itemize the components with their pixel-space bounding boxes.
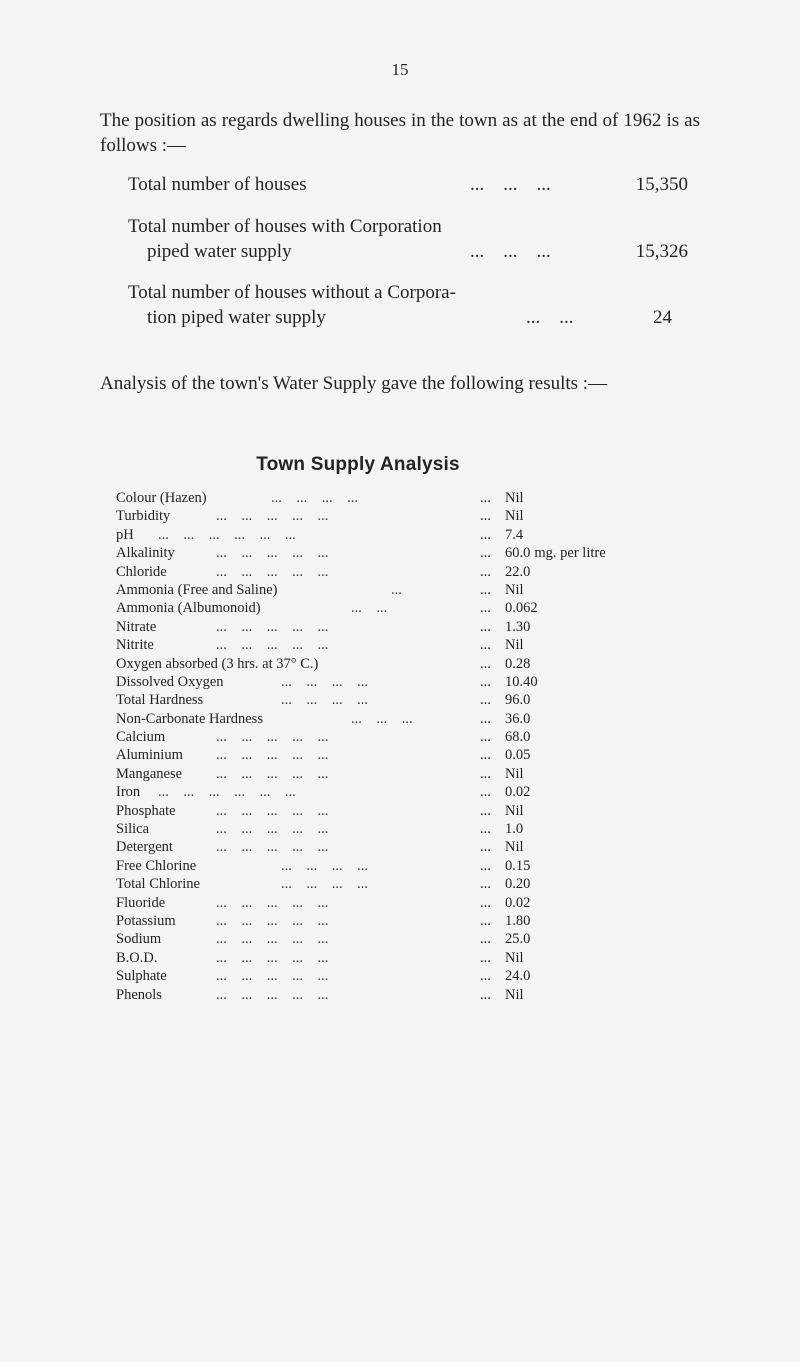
- dot-leader-end: ...: [480, 968, 491, 985]
- dot-leader-end: ...: [480, 655, 491, 672]
- dot-leader: ... ... ... ... ...: [216, 912, 329, 929]
- analysis-value-number: 25.0: [505, 931, 531, 948]
- analysis-unit: mg. per litre: [534, 545, 606, 562]
- dot-leader: ... ... ... ... ...: [216, 545, 329, 562]
- analysis-value: [505, 728, 530, 746]
- analysis-value: [505, 967, 530, 985]
- analysis-parameter: Sodium: [116, 931, 162, 948]
- analysis-value: [505, 986, 524, 1004]
- analysis-parameter: Calcium: [116, 729, 166, 746]
- analysis-parameter: Silica: [116, 821, 150, 838]
- analysis-value: [505, 636, 524, 654]
- analysis-row: [116, 802, 676, 820]
- analysis-value: [505, 746, 530, 764]
- analysis-row: [116, 857, 676, 875]
- analysis-intro-paragraph: Analysis of the town's Water Supply gave the following results :—: [100, 373, 608, 394]
- analysis-value: [505, 710, 530, 728]
- dot-leader-end: ...: [480, 600, 491, 617]
- analysis-value-number: 7.4: [505, 526, 524, 543]
- dot-leader: ... ... ... ... ...: [216, 508, 329, 525]
- analysis-value: [505, 949, 524, 967]
- dot-leader-end: ...: [480, 784, 491, 801]
- dot-leader: ... ... ... ... ...: [216, 802, 329, 819]
- dot-leader-end: ...: [480, 637, 491, 654]
- dot-leader-end: ...: [480, 912, 491, 929]
- analysis-row: [116, 820, 676, 838]
- analysis-value-number: 22.0: [505, 563, 531, 580]
- analysis-parameter: Alkalinity: [116, 545, 175, 562]
- analysis-parameter: pH: [116, 526, 134, 543]
- analysis-value-number: Nil: [505, 490, 524, 506]
- analysis-value-number: Nil: [505, 839, 524, 856]
- analysis-parameter: Potassium: [116, 912, 176, 929]
- analysis-parameter: B.O.D.: [116, 949, 158, 966]
- housing-label-line-1: Total number of houses with Corporation: [128, 216, 442, 237]
- analysis-row: [116, 949, 676, 967]
- analysis-row: [116, 930, 676, 948]
- analysis-parameter: Chloride: [116, 563, 167, 580]
- housing-label: Total number of houses: [128, 174, 307, 195]
- analysis-parameter: Nitrate: [116, 618, 157, 635]
- analysis-value-number: 1.30: [505, 618, 531, 635]
- analysis-parameter: Phenols: [116, 986, 162, 1003]
- dot-leader: ... ... ... ...: [281, 692, 368, 709]
- dot-leader: ... ... ...: [351, 710, 413, 727]
- analysis-value-number: 36.0: [505, 710, 531, 727]
- dot-leader-end: ...: [480, 986, 491, 1003]
- dot-leader-end: ...: [480, 931, 491, 948]
- dot-leader-end: ...: [480, 876, 491, 893]
- housing-row-without-supply: [128, 280, 688, 330]
- analysis-value-number: 0.02: [505, 894, 531, 911]
- analysis-parameter: Nitrite: [116, 637, 154, 654]
- analysis-parameter: Total Hardness: [116, 692, 204, 709]
- dot-leader-end: ...: [480, 949, 491, 966]
- analysis-value: [505, 894, 530, 912]
- analysis-parameter: Fluoride: [116, 894, 166, 911]
- dot-leader-end: ...: [480, 490, 491, 506]
- dot-leader: ... ...: [351, 600, 388, 617]
- analysis-parameter: Detergent: [116, 839, 173, 856]
- dot-leader-end: ...: [480, 618, 491, 635]
- analysis-value-number: Nil: [505, 802, 524, 819]
- analysis-row: [116, 563, 676, 581]
- analysis-value: [505, 563, 530, 581]
- analysis-row: [116, 636, 676, 654]
- analysis-row: [116, 710, 676, 728]
- analysis-value-number: 96.0: [505, 692, 531, 709]
- analysis-value: [505, 673, 538, 691]
- analysis-row: [116, 967, 676, 985]
- analysis-row: [116, 986, 676, 1004]
- dot-leader: ...: [391, 581, 402, 598]
- analysis-value: [505, 838, 524, 856]
- dot-leader-end: ...: [480, 692, 491, 709]
- analysis-value: [505, 802, 524, 820]
- analysis-parameter: Turbidity: [116, 508, 171, 525]
- analysis-value-number: Nil: [505, 508, 524, 525]
- analysis-value: [505, 691, 530, 709]
- analysis-value-number: 0.15: [505, 857, 531, 874]
- dot-leader-end: ...: [480, 563, 491, 580]
- analysis-value: [505, 599, 538, 617]
- housing-value: 15,326: [635, 241, 688, 262]
- dot-leader-end: ...: [480, 839, 491, 856]
- dot-leader-end: ...: [480, 747, 491, 764]
- analysis-value: [505, 783, 530, 801]
- analysis-value-number: Nil: [505, 949, 524, 966]
- analysis-parameter: Free Chlorine: [116, 857, 197, 874]
- analysis-row: [116, 655, 676, 673]
- dot-leader: ... ... ... ...: [281, 673, 368, 690]
- housing-label-line-2: piped water supply: [147, 241, 292, 262]
- analysis-value: [505, 765, 524, 783]
- dot-leader-end: ...: [480, 526, 491, 543]
- dot-leader-end: ...: [480, 857, 491, 874]
- analysis-value: [505, 544, 606, 562]
- analysis-value: [505, 526, 523, 544]
- analysis-row: [116, 912, 676, 930]
- analysis-row: [116, 599, 676, 617]
- analysis-value: [505, 875, 530, 893]
- dot-leader-end: ...: [480, 729, 491, 746]
- analysis-value-number: 1.80: [505, 912, 531, 929]
- analysis-value: [505, 857, 530, 875]
- analysis-value: [505, 912, 530, 930]
- dot-leader: ... ... ... ... ...: [216, 949, 329, 966]
- dot-leader: ... ... ... ... ...: [216, 747, 329, 764]
- dot-leader: ... ... ... ... ...: [216, 637, 329, 654]
- dot-leader-end: ...: [480, 581, 491, 598]
- analysis-value-number: Nil: [505, 637, 524, 654]
- analysis-value-number: 10.40: [505, 673, 538, 690]
- analysis-row: [116, 526, 676, 544]
- dot-leader-end: ...: [480, 821, 491, 838]
- dot-leader: ... ... ... ... ...: [216, 931, 329, 948]
- analysis-value: [505, 930, 530, 948]
- dot-leader: ... ... ... ... ... ...: [158, 784, 296, 801]
- dot-leader: ... ... ... ... ...: [216, 839, 329, 856]
- analysis-row: [116, 875, 676, 893]
- analysis-value-number: 0.05: [505, 747, 531, 764]
- analysis-parameter: Manganese: [116, 765, 183, 782]
- analysis-value: [505, 489, 524, 507]
- analysis-row: [116, 838, 676, 856]
- analysis-row: [116, 489, 676, 507]
- page-number: 15: [391, 60, 409, 79]
- housing-label-line-2: tion piped water supply: [147, 307, 326, 328]
- housing-value: 15,350: [635, 174, 688, 195]
- analysis-value-number: 0.02: [505, 784, 531, 801]
- analysis-parameter: Aluminium: [116, 747, 183, 764]
- analysis-row: [116, 581, 676, 599]
- dot-leader: ... ... ... ... ...: [216, 821, 329, 838]
- analysis-parameter: Iron: [116, 784, 141, 801]
- analysis-value-number: 0.062: [505, 600, 538, 617]
- analysis-row: [116, 783, 676, 801]
- dot-leader: ... ... ...: [470, 174, 551, 195]
- dot-leader: ... ... ... ... ... ...: [158, 526, 296, 543]
- analysis-row: [116, 746, 676, 764]
- dot-leader: ... ... ... ... ...: [216, 986, 329, 1003]
- analysis-parameter: Oxygen absorbed (3 hrs. at 37° C.): [116, 655, 319, 672]
- housing-intro-paragraph: The position as regards dwelling houses in the town as at the end of 1962 is as follows :—: [100, 110, 700, 156]
- dot-leader: ... ... ... ...: [281, 857, 368, 874]
- dot-leader-end: ...: [480, 673, 491, 690]
- housing-row-total: [128, 172, 688, 197]
- analysis-value-number: Nil: [505, 581, 524, 598]
- housing-value: 24: [653, 307, 672, 328]
- dot-leader: ... ... ... ...: [271, 490, 358, 506]
- analysis-value: [505, 507, 524, 525]
- analysis-parameter: Dissolved Oxygen: [116, 673, 224, 690]
- analysis-row: [116, 544, 676, 562]
- dot-leader: ... ...: [526, 307, 574, 328]
- analysis-row: [116, 507, 676, 525]
- analysis-value-number: Nil: [505, 986, 524, 1003]
- dot-leader: ... ... ...: [470, 241, 551, 262]
- dot-leader: ... ... ... ... ...: [216, 618, 329, 635]
- housing-row-with-supply: [128, 214, 688, 264]
- analysis-parameter: Phosphate: [116, 802, 176, 819]
- analysis-value-number: 0.28: [505, 655, 531, 672]
- housing-label-line-1: Total number of houses without a Corpora-: [128, 282, 456, 303]
- dot-leader: ... ... ... ... ...: [216, 894, 329, 911]
- analysis-value-number: 68.0: [505, 729, 531, 746]
- analysis-parameter: Sulphate: [116, 968, 167, 985]
- analysis-value-number: 24.0: [505, 968, 531, 985]
- analysis-table: [116, 489, 676, 1004]
- analysis-row: [116, 691, 676, 709]
- dot-leader: ... ... ... ... ...: [216, 729, 329, 746]
- dot-leader-end: ...: [480, 508, 491, 525]
- analysis-parameter: Ammonia (Free and Saline): [116, 581, 278, 598]
- dot-leader: ... ... ... ... ...: [216, 563, 329, 580]
- analysis-row: [116, 673, 676, 691]
- analysis-row: [116, 618, 676, 636]
- analysis-value: [505, 618, 530, 636]
- dot-leader-end: ...: [480, 802, 491, 819]
- analysis-row: [116, 728, 676, 746]
- analysis-parameter: Colour (Hazen): [116, 490, 207, 506]
- analysis-parameter: Non-Carbonate Hardness: [116, 710, 263, 727]
- analysis-value-number: 0.20: [505, 876, 531, 893]
- table-title: Town Supply Analysis: [256, 454, 460, 475]
- dot-leader-end: ...: [480, 545, 491, 562]
- dot-leader-end: ...: [480, 710, 491, 727]
- analysis-parameter: Ammonia (Albumonoid): [116, 600, 261, 617]
- analysis-value-number: 1.0: [505, 821, 524, 838]
- dot-leader: ... ... ... ... ...: [216, 765, 329, 782]
- dot-leader: ... ... ... ... ...: [216, 968, 329, 985]
- analysis-value: [505, 581, 524, 599]
- analysis-row: [116, 894, 676, 912]
- analysis-row: [116, 765, 676, 783]
- analysis-value: [505, 820, 523, 838]
- analysis-value: [505, 655, 530, 673]
- dot-leader-end: ...: [480, 894, 491, 911]
- analysis-value-number: 60.0: [505, 545, 531, 562]
- dot-leader: ... ... ... ...: [281, 876, 368, 893]
- dot-leader-end: ...: [480, 765, 491, 782]
- analysis-parameter: Total Chlorine: [116, 876, 200, 893]
- analysis-value-number: Nil: [505, 765, 524, 782]
